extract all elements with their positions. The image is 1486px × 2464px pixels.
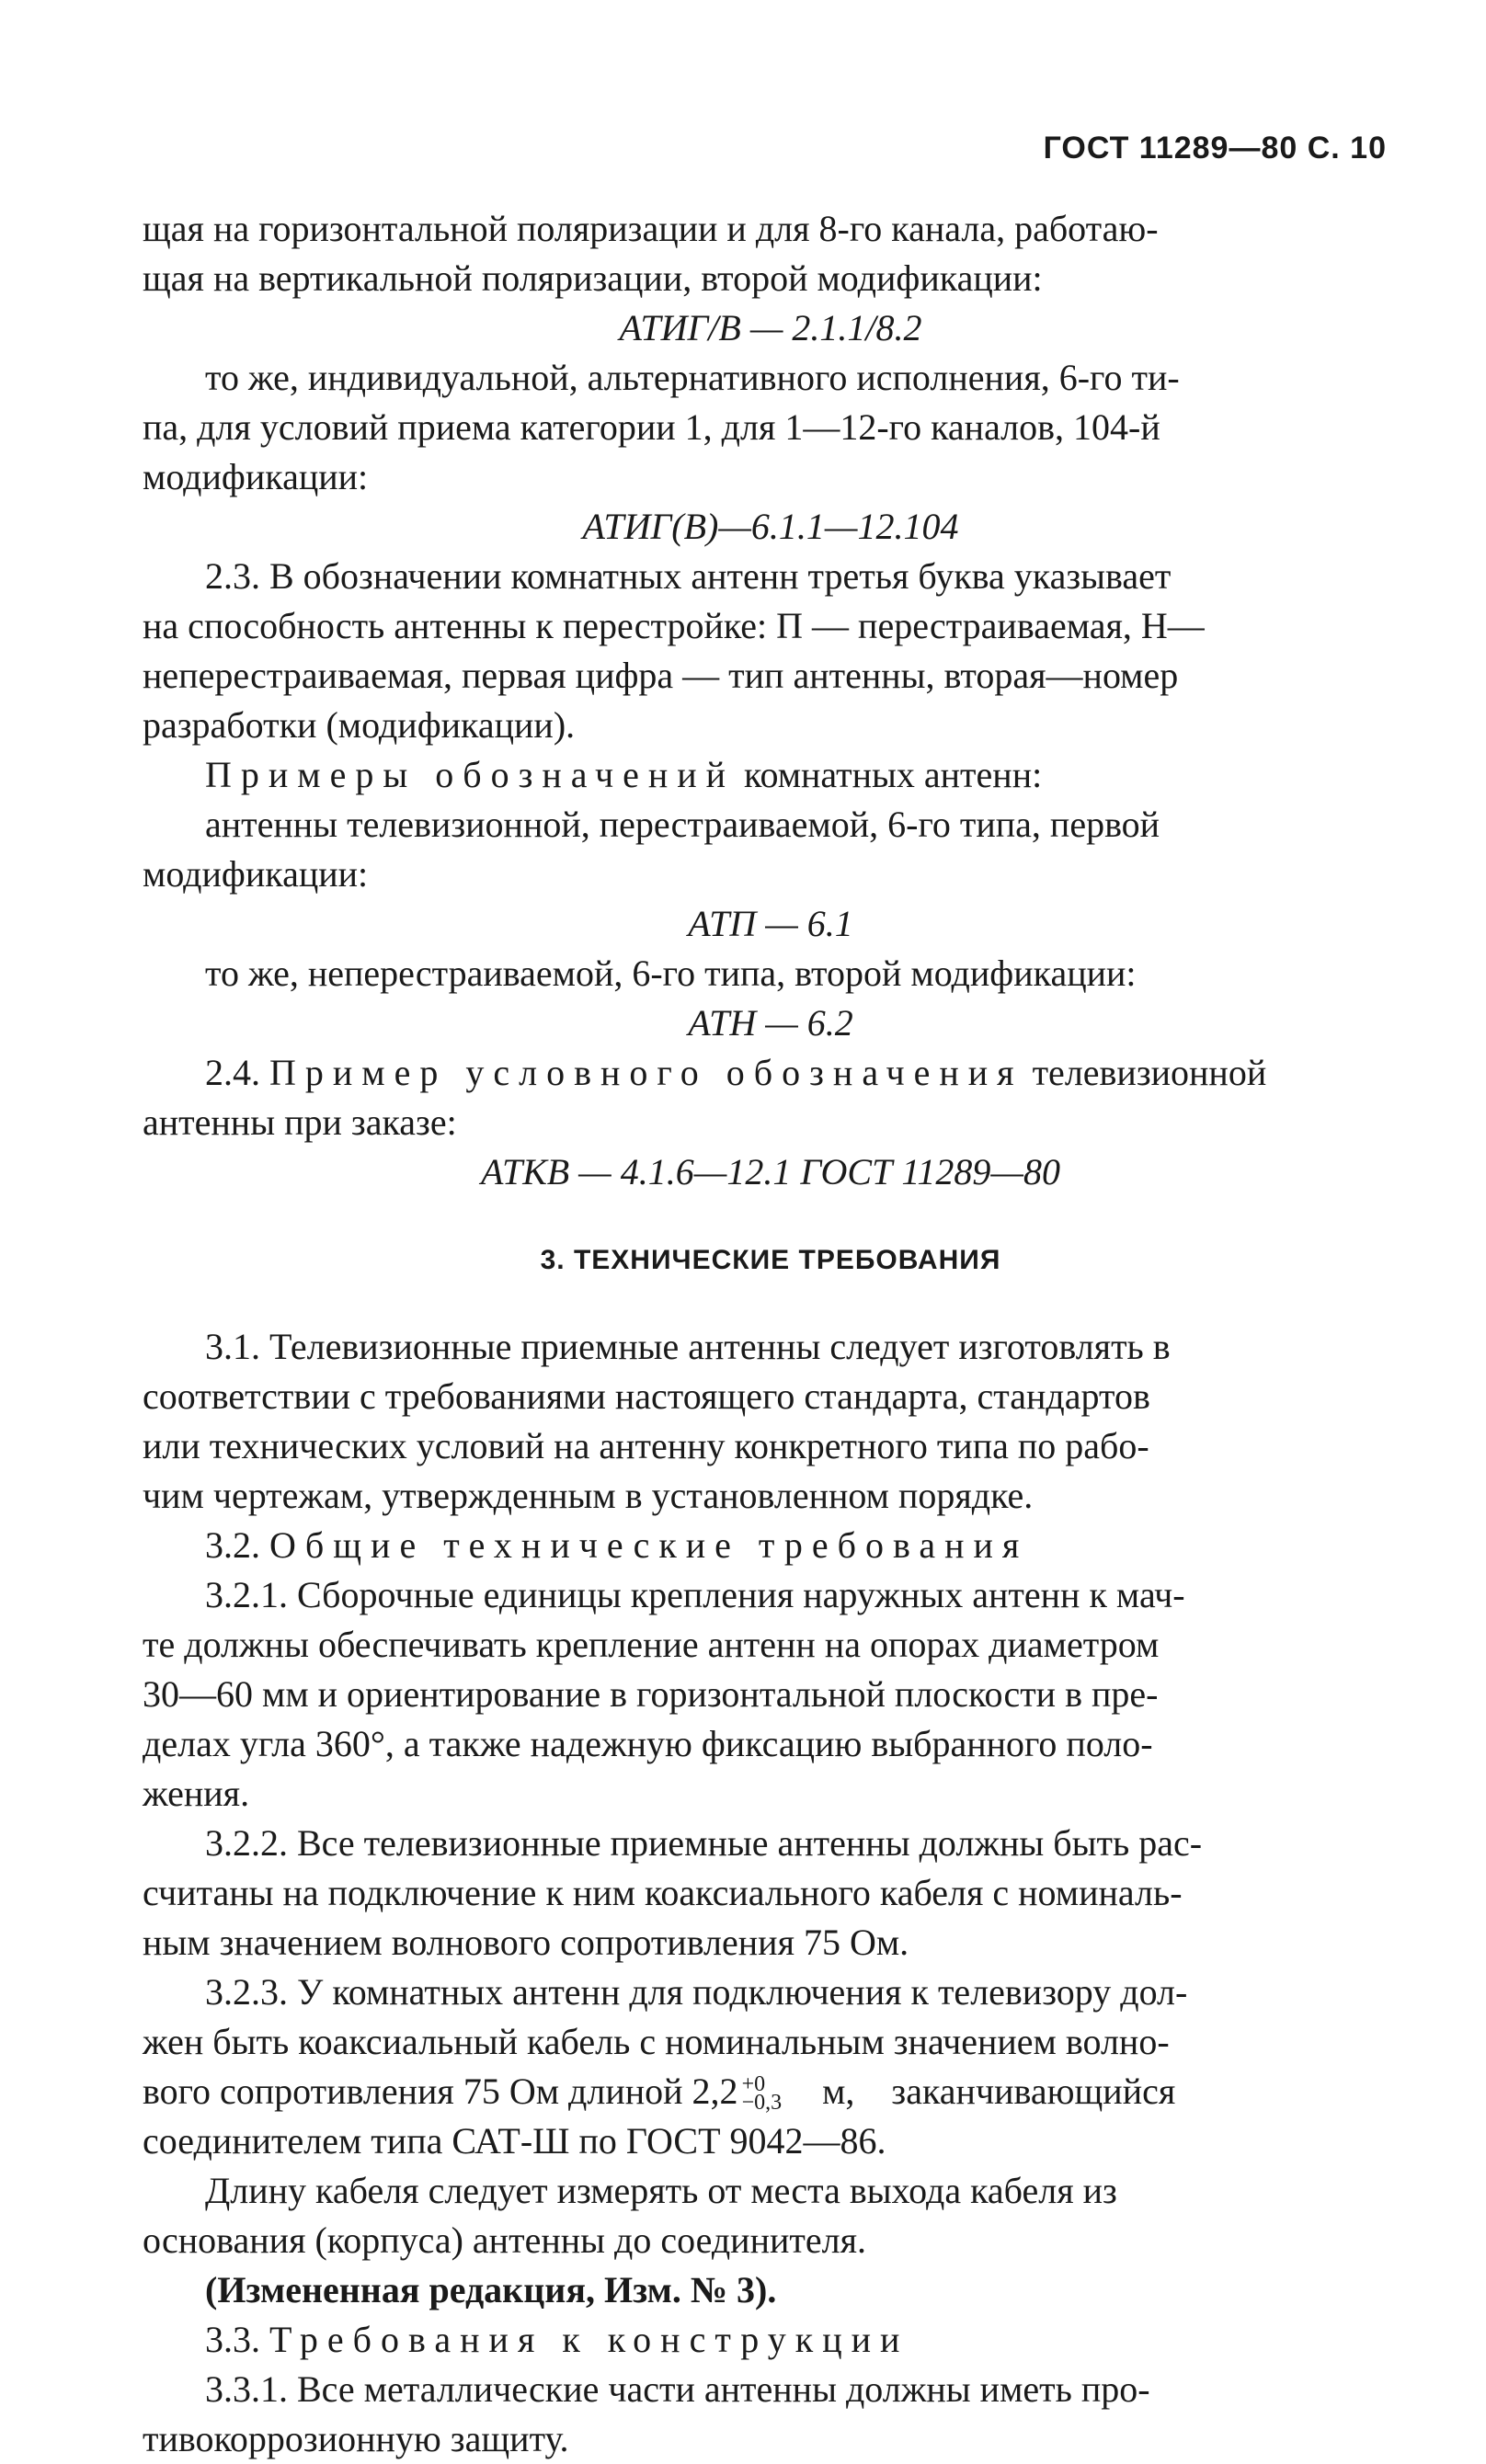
tolerance-upper: +0 (741, 2072, 766, 2096)
text-line: щая на горизонтальной поляризации и для 8-го канала, работаю- (143, 208, 1159, 249)
text-line: чим чертежам, утвержденным в установленном порядке. (143, 1475, 1034, 1516)
text-line: то же, индивидуальной, альтернативного исполнения, 6-го ти- (205, 357, 1180, 398)
text-fragment: вого сопротивления 75 Ом длиной 2,2 (143, 2070, 738, 2112)
text-line: щая на вертикальной поляризации, второй модификации: (143, 257, 1043, 299)
clause-number: 2.4. (205, 1052, 269, 1093)
examples-heading (143, 750, 1399, 800)
text-line: делах угла 360°, а также надежную фиксацию выбранного поло- (143, 1723, 1153, 1764)
page-header: ГОСТ 11289—80 С. 10 (1043, 131, 1387, 165)
designation-formula: АТИГ/В — 2.1.1/8.2 (619, 307, 922, 348)
text-line: или технических условий на антенну конкретного типа по рабо- (143, 1425, 1149, 1466)
section-heading: 3. ТЕХНИЧЕСКИЕ ТРЕБОВАНИЯ (540, 1245, 1001, 1275)
text-line: неперестраиваемая, первая цифра — тип антенны, вторая—номер (143, 655, 1179, 696)
text-line: жения. (143, 1773, 250, 1814)
text-fragment: телевизионной (1023, 1052, 1267, 1093)
designation-formula: АТН — 6.2 (688, 1002, 853, 1044)
spaced-text: Требования к конструкции (269, 2319, 909, 2360)
text-line: основания (корпуса) антенны до соединителя. (143, 2219, 866, 2261)
spaced-text: Пример условного обозначения (269, 1052, 1023, 1093)
text-line: ным значением волнового сопротивления 75 Ом. (143, 1922, 909, 1963)
clause-number: 3.3. (205, 2319, 269, 2360)
tolerance-lower: −0,3 (741, 2091, 783, 2115)
text-line: те должны обеспечивать крепление антенн на опорах диаметром (143, 1624, 1160, 1665)
subsection-heading (143, 1521, 1399, 1570)
clause-number: 3.2. (205, 1524, 269, 1566)
text-line: па, для условий приема категории 1, для 1—12-го каналов, 104-й (143, 406, 1160, 448)
designation-formula: АТИГ(В)—6.1.1—12.104 (582, 506, 959, 547)
text-line: тивокоррозионную защиту. (143, 2418, 569, 2459)
tolerance (741, 2072, 783, 2115)
text-line: антенны при заказе: (143, 1101, 457, 1143)
text-line: 3.2.2. Все телевизионные приемные антенны должны быть рас- (205, 1822, 1203, 1864)
text-line: 3.2.1. Сборочные единицы крепления наружных антенн к мач- (205, 1574, 1185, 1615)
text-line: антенны телевизионной, перестраиваемой, 6-го типа, первой (205, 804, 1160, 845)
text-line: 3.1. Телевизионные приемные антенны следует изготовлять в (205, 1326, 1171, 1367)
document-body (143, 204, 1399, 2464)
text-line: соответствии с требованиями настоящего стандарта, стандартов (143, 1375, 1150, 1417)
spaced-text: Примеры обозначений (205, 754, 736, 795)
text-fragment: м, заканчивающийся (785, 2070, 1176, 2112)
text-line: 3.3.1. Все металлические части антенны должны иметь про- (205, 2368, 1150, 2410)
text-line: жен быть коаксиальный кабель с номинальным значением волно- (143, 2021, 1170, 2062)
designation-formula: АТП — 6.1 (688, 903, 853, 944)
designation-formula: АТКВ — 4.1.6—12.1 ГОСТ 11289—80 (481, 1151, 1060, 1192)
text-line: разработки (модификации). (143, 704, 576, 746)
order-example-line (143, 1048, 1399, 1098)
text-fragment: комнатных антенн: (735, 754, 1043, 795)
cable-length-line (143, 2067, 1399, 2116)
text-line: Длину кабеля следует измерять от места выхода кабеля из (205, 2170, 1117, 2211)
spaced-text: Общие технические требования (269, 1524, 1029, 1566)
text-line: 3.2.3. У комнатных антенн для подключения к телевизору дол- (205, 1971, 1188, 2013)
text-line: на способность антенны к перестройке: П — перестраиваемая, Н— (143, 605, 1205, 646)
text-line: то же, неперестраиваемой, 6-го типа, второй модификации: (205, 953, 1137, 994)
text-line: 2.3. В обозначении комнатных антенн третья буква указывает (205, 555, 1172, 597)
text-line: считаны на подключение к ним коаксиального кабеля с номиналь- (143, 1872, 1183, 1913)
subsection-heading (143, 2315, 1399, 2365)
text-line: 30—60 мм и ориентирование в горизонтальной плоскости в пре- (143, 1673, 1159, 1715)
amendment-note: (Измененная редакция, Изм. № 3). (205, 2269, 777, 2310)
text-line: модификации: (143, 456, 369, 497)
text-line: соединителем типа САТ-Ш по ГОСТ 9042—86. (143, 2120, 886, 2162)
text-line: модификации: (143, 853, 369, 895)
